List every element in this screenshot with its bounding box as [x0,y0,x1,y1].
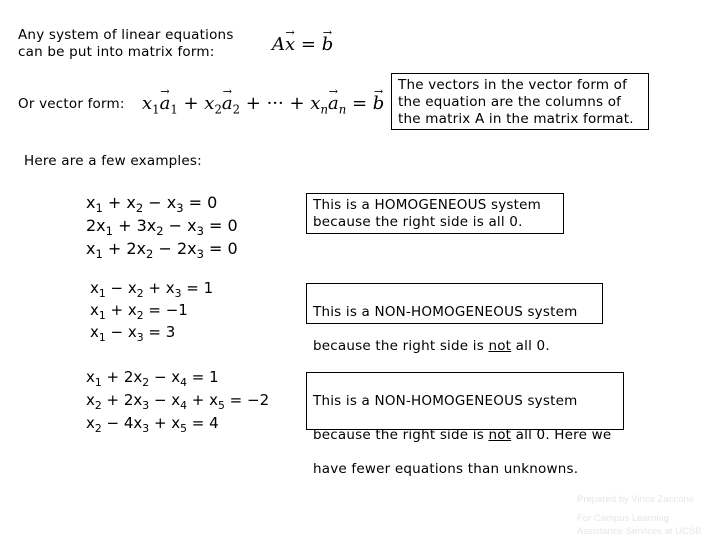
note-line: all 0. Here we [511,427,612,443]
equation: $x_1 + x_2 = -1$ [90,301,188,322]
matrix-form-label: Any system of linear equations can be put into matrix form: [18,27,234,60]
example-1-note: This is a HOMOGENEOUS system because the right side is all 0. [306,193,564,234]
note-line: because the right side is [313,427,489,443]
note-line: This is a NON-HOMOGENEOUS system [313,393,578,409]
equation: $x_1 - x_2 + x_3 = 1$ [90,279,214,300]
note-line: because the right side is [313,338,489,354]
example-2-note [306,283,603,354]
equation: $2x_1 + 3x_2 - x_3 = 0$ [86,216,238,239]
equation: $x_1 + 2x_2 - 2x_3 = 0$ [86,239,238,262]
examples-label: Here are a few examples: [24,153,202,169]
vector-form-label: Or vector form: [18,96,125,112]
vector-form-note: The vectors in the vector form of the equation are the columns of the matrix A in the matrix format. [391,73,649,130]
vector-form-equation: $x_1\to a_1 + x_2\to a_2$ + ··· + $x_n\to a_n$ = → b [142,93,384,117]
equation: $x_1 - x_3 = 3$ [90,323,176,344]
note-emphasis: not [488,338,512,354]
footer-credit: Prepared by Vince Zaccone [577,494,695,505]
equation: $x_1 + 2x_2 - x_4 = 1$ [86,368,219,389]
note-line: all 0. [511,338,550,354]
example-3-note [306,372,624,477]
equation: $x_2 + 2x_3 - x_4 + x_5 = -2$ [86,391,270,412]
note-emphasis: not [488,427,512,443]
footer-org-line-1: For Campus Learning [577,513,669,524]
note-line: This is a NON-HOMOGENEOUS system [313,304,578,320]
matrix-form-equation: A→ x = → b [272,34,333,55]
footer-org-line-2: Assistance Services at UCSB [577,526,702,537]
equation: $x_2 - 4x_3 + x_5 = 4$ [86,414,219,435]
note-line: have fewer equations than unknowns. [313,461,579,477]
equation: $x_1 + x_2 - x_3 = 0$ [86,193,218,216]
